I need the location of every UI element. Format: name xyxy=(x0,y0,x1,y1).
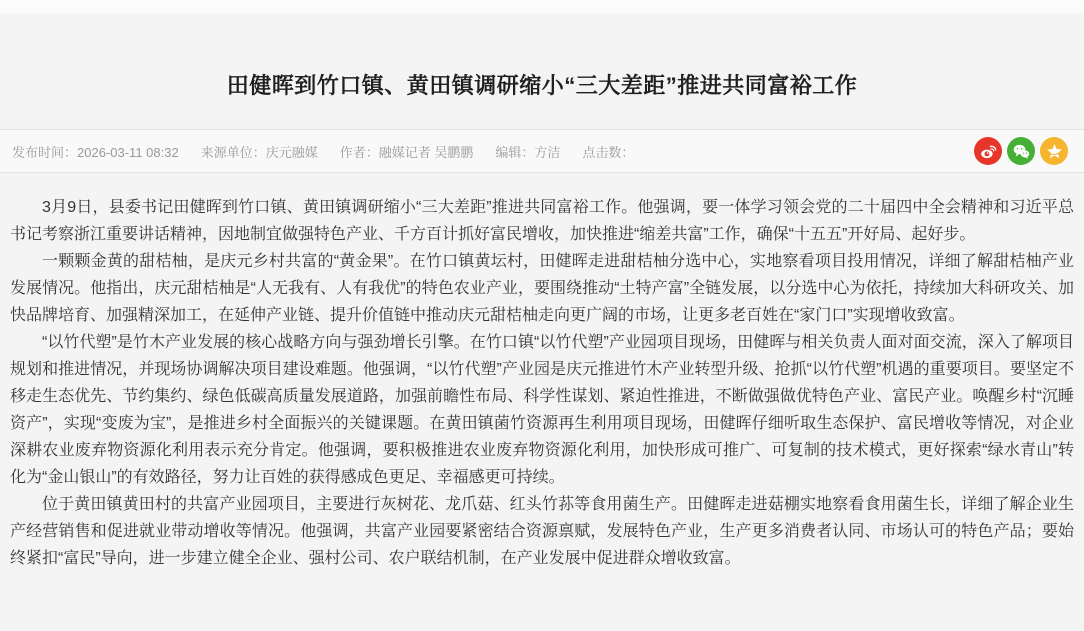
meta-items xyxy=(12,142,634,161)
weibo-share-button[interactable] xyxy=(974,137,1002,165)
qzone-star-icon xyxy=(1045,142,1064,161)
qzone-share-button[interactable] xyxy=(1040,137,1068,165)
page-title: 田健晖到竹口镇、黄田镇调研缩小“三大差距”推进共同富裕工作 xyxy=(226,73,858,98)
title-section xyxy=(0,13,1084,129)
share-icons xyxy=(974,137,1068,165)
article-body xyxy=(0,173,1084,572)
weibo-icon xyxy=(979,142,998,161)
top-strip xyxy=(0,0,1084,13)
article-paragraph: “以竹代塑”是竹木产业发展的核心战略方向与强劲增长引擎。在竹口镇“以竹代塑”产业园项目现场，田健晖与相关负责人面对面交流，深入了解项目规划和推进情况，并现场协调解决项目建设难题。他强调，“以竹代塑”产业园是庆元推进竹木产业转型升级、抢抓“以竹代塑”机遇的重要项目。要坚定不移走生态优先、节约集约、绿色低碳高质量发展道路，加强前瞻性布局、科学性谋划、紧迫性推进，不断做强做优特色产业、富民产业。唤醒乡村“沉睡资产”，实现“变废为宝”，是推进乡村全面振兴的关键课题。在黄田镇菌竹资源再生利用项目现场，田健晖仔细听取生态保护、富民增收等情况，对企业深耕农业废弃物资源化利用表示充分肯定。他强调，要积极推进农业废弃物资源化利用，加快形成可推广、可复制的技术模式，更好探索“绿水青山”转化为“金山银山”的有效路径，努力让百姓的获得感成色更足、幸福感更可持续。 xyxy=(10,334,1074,487)
wechat-share-button[interactable] xyxy=(1007,137,1035,165)
article-paragraph: 一颗颗金黄的甜桔柚，是庆元乡村共富的“黄金果”。在竹口镇黄坛村，田健晖走进甜桔柚分选中心，实地察看项目投用情况，详细了解甜桔柚产业发展情况。他指出，庆元甜桔柚是“人无我有、人有我优”的特色农业产业，要围绕推动“土特产富”全链发展，以分选中心为依托，持续加大科研攻关、加快品牌培育、加强精深加工，在延伸产业链、提升价值链中推动庆元甜桔柚走向更广阔的市场，让更多老百姓在“家门口”实现增收致富。 xyxy=(10,253,1074,325)
article-paragraph: 位于黄田镇黄田村的共富产业园项目，主要进行灰树花、龙爪菇、红头竹荪等食用菌生产。田健晖走进菇棚实地察看食用菌生长，详细了解企业生产经营销售和促进就业带动增收等情况。他强调，共富产业园要紧密结合资源禀赋，发展特色产业，生产更多消费者认同、市场认可的特色产品；要始终紧扣“富民”导向，进一步建立健全企业、强村公司、农户联结机制，在产业发展中促进群众增收致富。 xyxy=(10,496,1074,568)
source-unit: 来源单位：庆元融媒 xyxy=(200,144,318,160)
publish-time: 发布时间：2026-03-11 08:32 xyxy=(12,144,179,160)
meta-bar xyxy=(0,129,1084,173)
article-paragraph: 3月9日，县委书记田健晖到竹口镇、黄田镇调研缩小“三大差距”推进共同富裕工作。他强调，要一体学习领会党的二十届四中全会精神和习近平总书记考察浙江重要讲话精神，因地制宜做强特色产业、千方百计抓好富民增收，加快推进“缩差共富”工作，确保“十五五”开好局、起好步。 xyxy=(10,199,1074,244)
editor: 编辑：方洁 xyxy=(495,144,561,160)
click-count: 点击数： xyxy=(582,144,635,160)
wechat-icon xyxy=(1012,142,1031,161)
author: 作者：融媒记者 吴鹏鹏 xyxy=(339,144,474,160)
